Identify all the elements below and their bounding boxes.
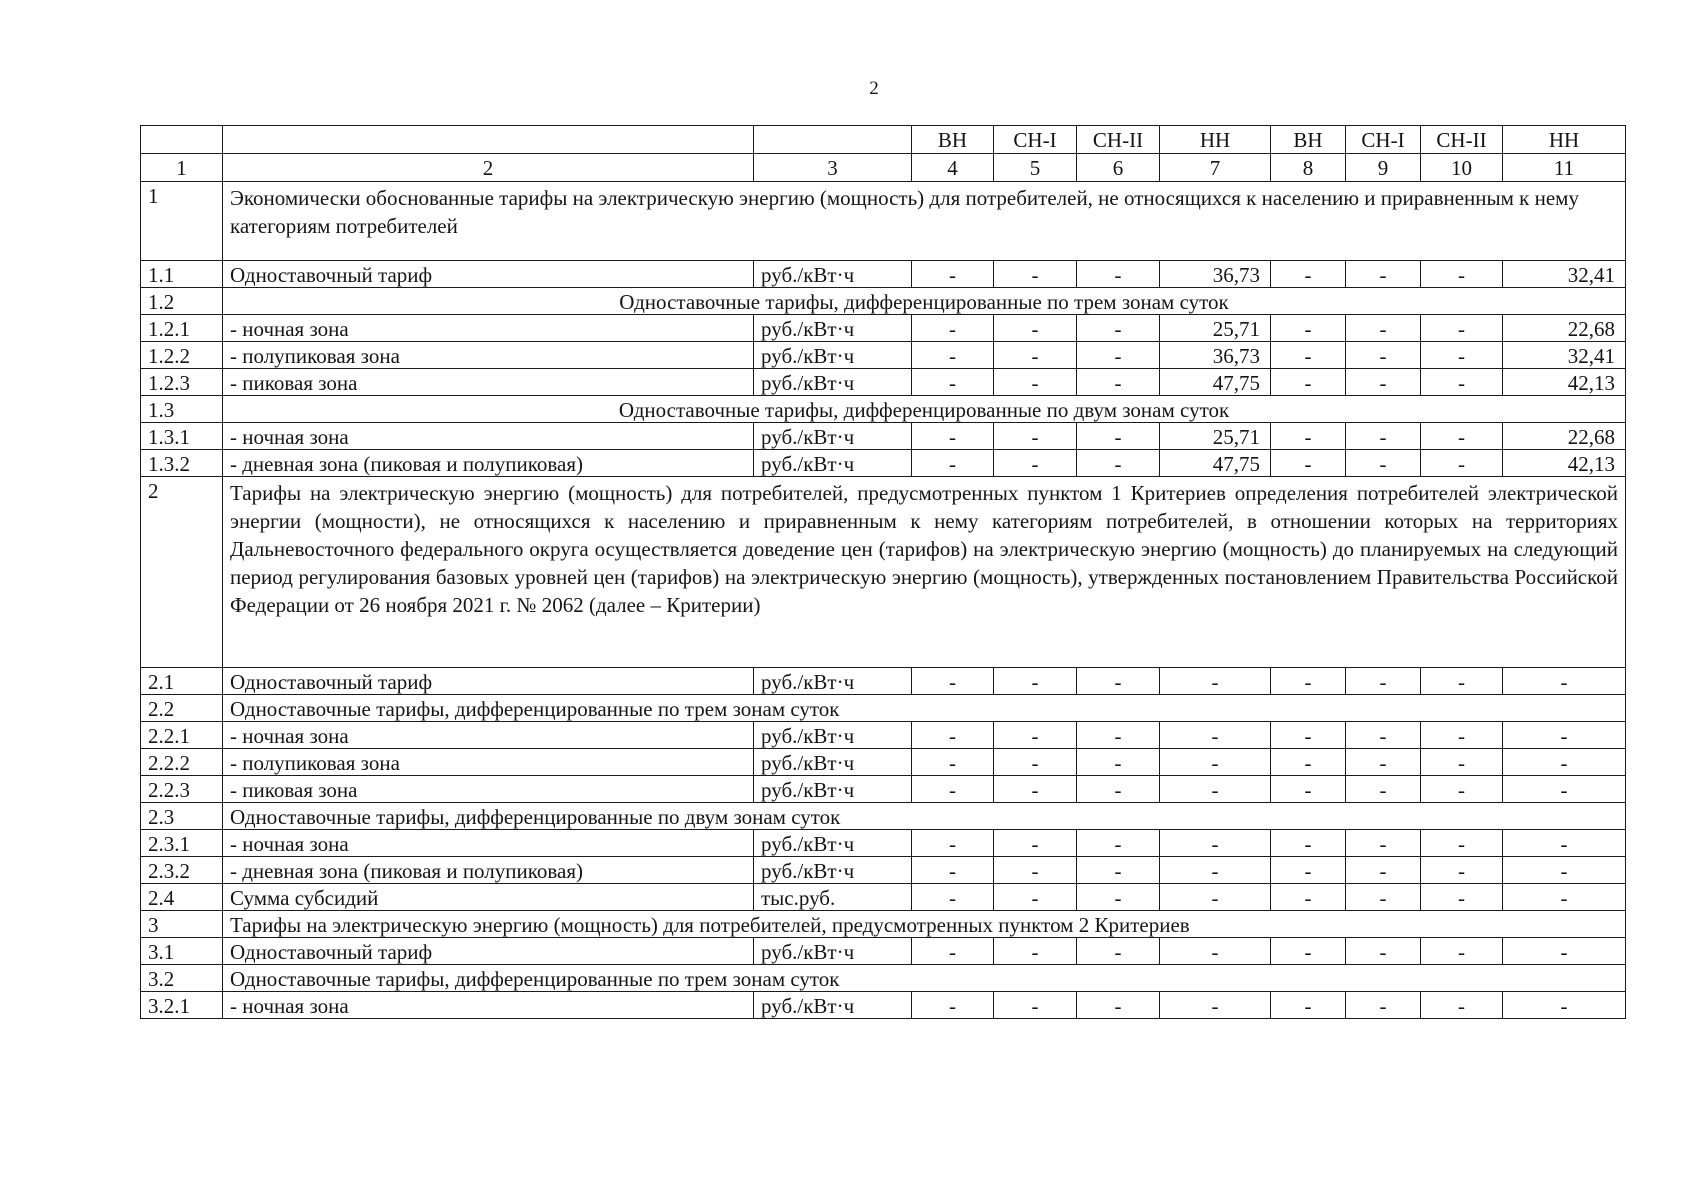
row-name: Одноставочный тариф [223, 261, 754, 288]
row-unit: руб./кВт·ч [754, 369, 912, 396]
row-value: - [912, 342, 994, 369]
table-row [141, 830, 1626, 857]
section-title: Одноставочные тарифы, дифференцированные по трем зонам суток [223, 695, 1626, 722]
row-value: - [994, 992, 1077, 1019]
row-value: - [912, 884, 994, 911]
section-row [141, 911, 1626, 938]
voltage-header: СН-I [1346, 126, 1421, 154]
row-value: - [1503, 857, 1626, 884]
row-value: - [1503, 992, 1626, 1019]
voltage-header: СН-II [1421, 126, 1503, 154]
row-value: 47,75 [1160, 369, 1271, 396]
column-number: 3 [754, 154, 912, 182]
row-value: 47,75 [1160, 450, 1271, 477]
table-row [141, 776, 1626, 803]
row-value: - [1421, 450, 1503, 477]
table-row [141, 261, 1626, 288]
table-row [141, 857, 1626, 884]
row-value: - [1421, 722, 1503, 749]
row-unit: руб./кВт·ч [754, 668, 912, 695]
section-row [141, 396, 1626, 423]
table-row [141, 450, 1626, 477]
row-value: - [912, 776, 994, 803]
row-value: - [1077, 776, 1160, 803]
row-value: - [1503, 749, 1626, 776]
row-value: - [912, 992, 994, 1019]
header-empty-cell [223, 126, 754, 154]
section-title: Тарифы на электрическую энергию (мощность) для потребителей, предусмотренных пунктом 2 Критериев [223, 911, 1626, 938]
row-value: - [994, 938, 1077, 965]
page-number: 2 [869, 78, 879, 99]
row-value: - [994, 830, 1077, 857]
row-value: - [994, 884, 1077, 911]
row-value: - [1077, 261, 1160, 288]
row-value: - [1421, 749, 1503, 776]
row-number: 1.2.2 [141, 342, 223, 369]
row-value: - [1271, 884, 1346, 911]
header-row-column-numbers [141, 154, 1626, 182]
row-name: - дневная зона (пиковая и полупиковая) [223, 450, 754, 477]
row-value: - [1271, 261, 1346, 288]
row-value: - [1503, 884, 1626, 911]
table-row [141, 884, 1626, 911]
table-row [141, 722, 1626, 749]
row-unit: руб./кВт·ч [754, 342, 912, 369]
row-value: 25,71 [1160, 315, 1271, 342]
row-number: 1.3.1 [141, 423, 223, 450]
column-number: 9 [1346, 154, 1421, 182]
row-value: - [994, 423, 1077, 450]
row-name: - пиковая зона [223, 776, 754, 803]
row-value: - [912, 830, 994, 857]
row-value: - [1346, 668, 1421, 695]
row-value: - [994, 450, 1077, 477]
row-name: - полупиковая зона [223, 749, 754, 776]
row-value: - [1346, 884, 1421, 911]
row-number: 2.2.1 [141, 722, 223, 749]
row-name: Одноставочный тариф [223, 668, 754, 695]
row-value: - [1271, 342, 1346, 369]
row-value: - [1421, 938, 1503, 965]
table-row [141, 342, 1626, 369]
row-value: - [1077, 884, 1160, 911]
row-unit: руб./кВт·ч [754, 938, 912, 965]
row-value: - [1160, 884, 1271, 911]
row-value: - [1077, 992, 1160, 1019]
row-value: - [1421, 776, 1503, 803]
section-number: 1 [141, 182, 223, 261]
row-value: - [1271, 450, 1346, 477]
row-number: 2.1 [141, 668, 223, 695]
section-number: 2.3 [141, 803, 223, 830]
row-value: - [1346, 776, 1421, 803]
row-value: - [1346, 938, 1421, 965]
section-row [141, 803, 1626, 830]
row-value: - [1503, 776, 1626, 803]
row-number: 3.1 [141, 938, 223, 965]
row-number: 1.3.2 [141, 450, 223, 477]
row-value: - [1421, 423, 1503, 450]
section-title: Тарифы на электрическую энергию (мощность) для потребителей, предусмотренных пунктом 1 Критериев определения потребителей электрической энергии (мощности), не относящихся к населению и приравненным к нему категориям потребителей, в отношении которых на территориях Дальневосточного федерального округа осуществляется доведение цен (тарифов) на электрическую энергию (мощность) до планируемых на следующий период регулирования базовых уровней цен (тарифов) на электрическую энергию (мощность), утвержденных постановлением Правительства Российской Федерации от 26 ноября 2021 г. № 2062 (далее – Критерии) [223, 477, 1626, 668]
voltage-header: ВН [1271, 126, 1346, 154]
column-number: 11 [1503, 154, 1626, 182]
row-value: - [1160, 992, 1271, 1019]
row-value: - [994, 749, 1077, 776]
row-value: - [994, 369, 1077, 396]
row-value: - [1271, 830, 1346, 857]
row-name: - ночная зона [223, 722, 754, 749]
row-value: - [912, 749, 994, 776]
row-value: - [1077, 315, 1160, 342]
row-value: - [912, 722, 994, 749]
row-value: - [1503, 722, 1626, 749]
row-number: 2.3.1 [141, 830, 223, 857]
table-row [141, 938, 1626, 965]
row-value: - [994, 776, 1077, 803]
row-value: - [1160, 749, 1271, 776]
row-value: - [1421, 992, 1503, 1019]
row-name: - дневная зона (пиковая и полупиковая) [223, 857, 754, 884]
section-row [141, 288, 1626, 315]
header-empty-cell [754, 126, 912, 154]
section-number: 2.2 [141, 695, 223, 722]
header-row-voltage [141, 126, 1626, 154]
row-number: 2.2.3 [141, 776, 223, 803]
row-value: - [912, 315, 994, 342]
section-number: 3 [141, 911, 223, 938]
row-value: - [1271, 668, 1346, 695]
section-number: 1.2 [141, 288, 223, 315]
row-unit: руб./кВт·ч [754, 830, 912, 857]
row-value: - [1346, 749, 1421, 776]
row-value: - [1346, 722, 1421, 749]
header-empty-cell [141, 126, 223, 154]
table-row [141, 369, 1626, 396]
row-number: 3.2.1 [141, 992, 223, 1019]
row-value: - [1271, 857, 1346, 884]
row-value: - [1160, 722, 1271, 749]
row-value: - [1271, 938, 1346, 965]
row-value: - [1346, 369, 1421, 396]
row-value: 36,73 [1160, 261, 1271, 288]
row-value: - [1421, 342, 1503, 369]
row-value: - [1346, 857, 1421, 884]
row-value: - [912, 369, 994, 396]
row-value: 32,41 [1503, 261, 1626, 288]
row-value: - [1077, 423, 1160, 450]
section-number: 3.2 [141, 965, 223, 992]
row-value: - [1346, 830, 1421, 857]
row-value: - [1346, 261, 1421, 288]
voltage-header: НН [1160, 126, 1271, 154]
row-value: - [1077, 369, 1160, 396]
section-row [141, 695, 1626, 722]
table-row [141, 315, 1626, 342]
row-value: - [1077, 857, 1160, 884]
row-value: - [1346, 450, 1421, 477]
row-value: - [1503, 938, 1626, 965]
row-value: - [912, 261, 994, 288]
section-number: 1.3 [141, 396, 223, 423]
section-number: 2 [141, 477, 223, 668]
row-value: - [1346, 342, 1421, 369]
row-value: - [1077, 830, 1160, 857]
row-value: - [1271, 423, 1346, 450]
row-value: - [994, 857, 1077, 884]
row-value: - [1077, 668, 1160, 695]
column-number: 7 [1160, 154, 1271, 182]
voltage-header: НН [1503, 126, 1626, 154]
row-value: - [1346, 423, 1421, 450]
row-unit: руб./кВт·ч [754, 857, 912, 884]
row-value: - [994, 315, 1077, 342]
row-value: - [1421, 668, 1503, 695]
row-value: - [912, 423, 994, 450]
row-name: Одноставочный тариф [223, 938, 754, 965]
column-number: 4 [912, 154, 994, 182]
section-row [141, 182, 1626, 261]
row-number: 2.3.2 [141, 857, 223, 884]
row-unit: тыс.руб. [754, 884, 912, 911]
voltage-header: ВН [912, 126, 994, 154]
row-value: - [994, 261, 1077, 288]
row-value: - [1421, 369, 1503, 396]
row-unit: руб./кВт·ч [754, 749, 912, 776]
row-value: - [1421, 857, 1503, 884]
row-value: - [1271, 749, 1346, 776]
row-value: 42,13 [1503, 450, 1626, 477]
row-number: 1.2.1 [141, 315, 223, 342]
row-name: - ночная зона [223, 830, 754, 857]
row-unit: руб./кВт·ч [754, 722, 912, 749]
row-number: 1.1 [141, 261, 223, 288]
table-row [141, 668, 1626, 695]
table-row [141, 749, 1626, 776]
row-value: - [1346, 992, 1421, 1019]
table-body [141, 126, 1626, 1019]
tariff-table [140, 125, 1626, 1019]
row-value: - [994, 722, 1077, 749]
row-value: - [1421, 315, 1503, 342]
row-value: - [1271, 992, 1346, 1019]
row-name: - пиковая зона [223, 369, 754, 396]
section-row [141, 477, 1626, 668]
column-number: 1 [141, 154, 223, 182]
row-value: - [1503, 830, 1626, 857]
row-value: - [1503, 668, 1626, 695]
voltage-header: СН-I [994, 126, 1077, 154]
row-value: - [1271, 776, 1346, 803]
row-value: - [1271, 369, 1346, 396]
column-number: 6 [1077, 154, 1160, 182]
row-value: 22,68 [1503, 315, 1626, 342]
table-row [141, 992, 1626, 1019]
column-number: 5 [994, 154, 1077, 182]
row-number: 2.4 [141, 884, 223, 911]
row-unit: руб./кВт·ч [754, 261, 912, 288]
column-number: 8 [1271, 154, 1346, 182]
row-name: - ночная зона [223, 992, 754, 1019]
row-name: - ночная зона [223, 315, 754, 342]
column-number: 2 [223, 154, 754, 182]
row-value: - [1077, 749, 1160, 776]
row-value: - [994, 668, 1077, 695]
row-unit: руб./кВт·ч [754, 423, 912, 450]
row-value: 42,13 [1503, 369, 1626, 396]
row-unit: руб./кВт·ч [754, 992, 912, 1019]
row-name: Сумма субсидий [223, 884, 754, 911]
row-value: - [1421, 830, 1503, 857]
row-value: 22,68 [1503, 423, 1626, 450]
section-title: Одноставочные тарифы, дифференцированные по двум зонам суток [223, 803, 1626, 830]
row-unit: руб./кВт·ч [754, 450, 912, 477]
row-value: - [1346, 315, 1421, 342]
row-value: 25,71 [1160, 423, 1271, 450]
row-value: - [1077, 722, 1160, 749]
section-title: Одноставочные тарифы, дифференцированные по двум зонам суток [223, 396, 1626, 423]
row-value: 36,73 [1160, 342, 1271, 369]
row-value: - [912, 668, 994, 695]
column-number: 10 [1421, 154, 1503, 182]
row-value: - [1421, 261, 1503, 288]
row-value: - [912, 938, 994, 965]
row-value: - [1160, 830, 1271, 857]
row-value: 32,41 [1503, 342, 1626, 369]
row-name: - ночная зона [223, 423, 754, 450]
row-unit: руб./кВт·ч [754, 776, 912, 803]
row-value: - [1160, 668, 1271, 695]
row-value: - [1077, 450, 1160, 477]
row-value: - [1271, 315, 1346, 342]
section-title: Экономически обоснованные тарифы на электрическую энергию (мощность) для потребителей, не относящихся к населению и приравненным к нему категориям потребителей [223, 182, 1626, 261]
row-number: 2.2.2 [141, 749, 223, 776]
row-unit: руб./кВт·ч [754, 315, 912, 342]
section-row [141, 965, 1626, 992]
row-value: - [912, 857, 994, 884]
section-title: Одноставочные тарифы, дифференцированные по трем зонам суток [223, 288, 1626, 315]
row-value: - [1077, 342, 1160, 369]
row-value: - [1160, 857, 1271, 884]
row-number: 1.2.3 [141, 369, 223, 396]
row-value: - [1271, 722, 1346, 749]
row-value: - [1421, 884, 1503, 911]
section-title: Одноставочные тарифы, дифференцированные по трем зонам суток [223, 965, 1626, 992]
row-value: - [994, 342, 1077, 369]
table-row [141, 423, 1626, 450]
row-name: - полупиковая зона [223, 342, 754, 369]
voltage-header: СН-II [1077, 126, 1160, 154]
row-value: - [1160, 938, 1271, 965]
row-value: - [1160, 776, 1271, 803]
row-value: - [1077, 938, 1160, 965]
row-value: - [912, 450, 994, 477]
